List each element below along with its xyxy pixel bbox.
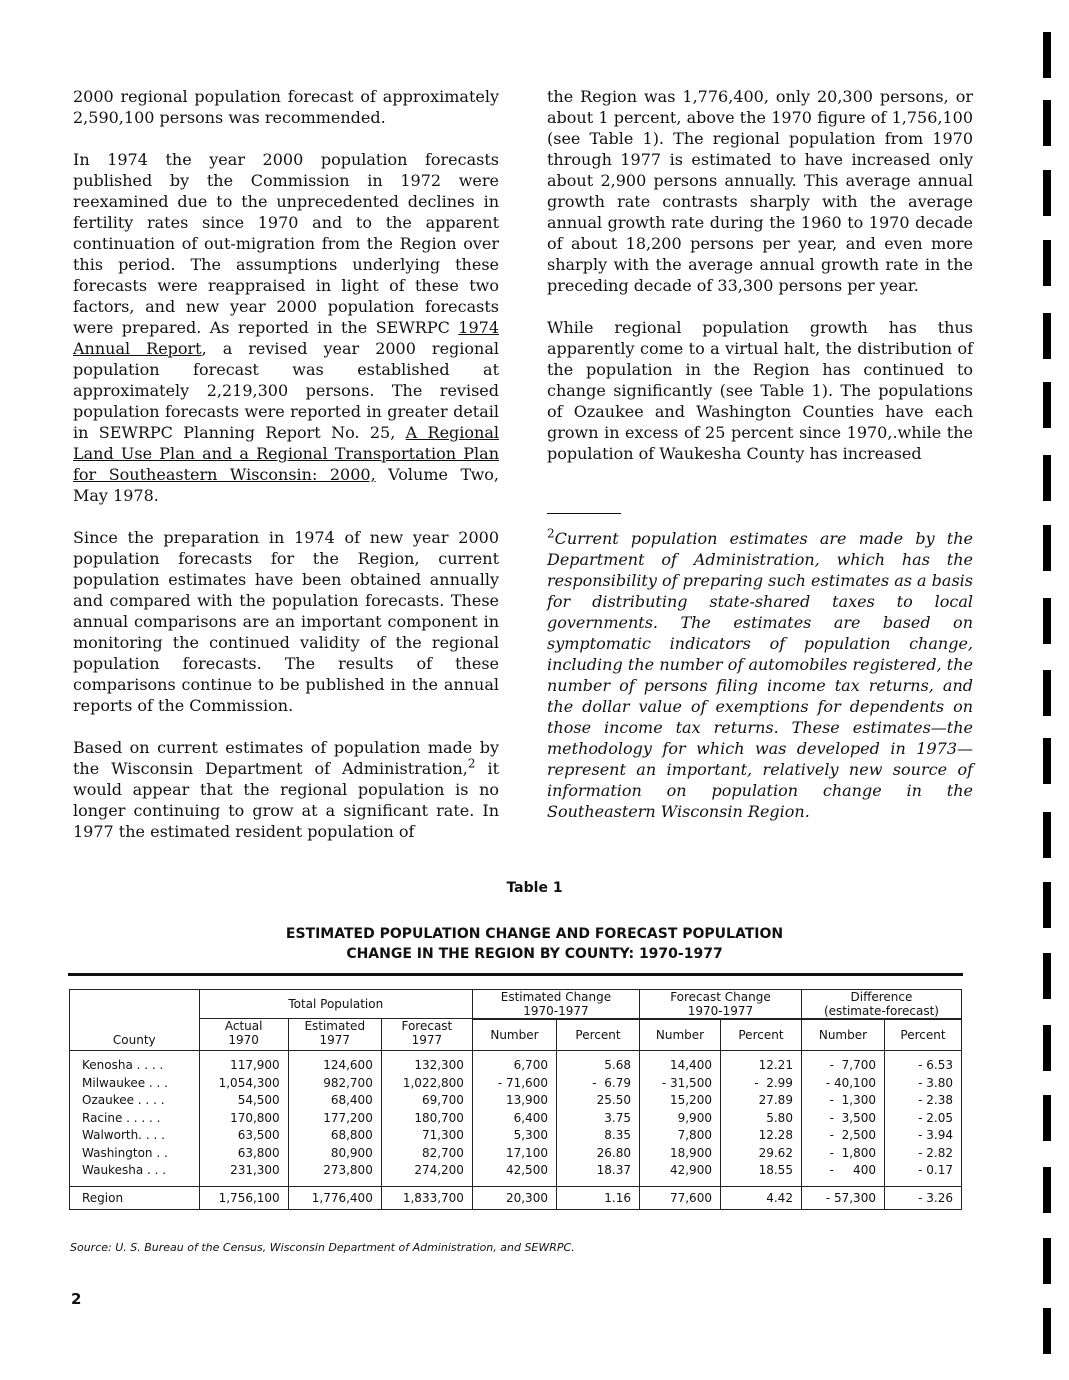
table-cell: 9,900	[677, 1110, 712, 1125]
binding-mark	[1043, 598, 1051, 644]
paragraph	[73, 149, 499, 506]
binding-mark	[1043, 32, 1051, 78]
table-cell: 18.55	[758, 1163, 793, 1177]
column-estimated	[288, 1051, 381, 1187]
footnote-divider	[547, 513, 621, 514]
binding-mark	[1043, 170, 1051, 216]
table-cell: Milwaukee . . .	[82, 1075, 168, 1090]
table-cell: Ozaukee . . . .	[82, 1093, 165, 1107]
table-cell: 82,700	[421, 1145, 464, 1160]
column-fc-percent	[720, 1051, 801, 1187]
table-cell: - 40,100	[825, 1075, 876, 1090]
header-year: 1970	[228, 1033, 259, 1047]
table-cell: - 2,500	[829, 1128, 876, 1142]
header-estimated	[288, 1019, 381, 1051]
population-table	[69, 989, 962, 1210]
table-cell: - 400	[829, 1163, 876, 1177]
header-fc-percent: Percent	[720, 1020, 801, 1051]
table-cell: 117,900	[230, 1058, 280, 1072]
table-source: Source: U. S. Bureau of the Census, Wisconsin Department of Administration, and SEWRPC.	[70, 1241, 575, 1254]
table-top-rule	[68, 973, 963, 976]
table-cell: 29.62	[758, 1145, 793, 1160]
paragraph: Since the preparation in 1974 of new year 2000 population forecasts for the Region, current population estimates have been obtained annually and compared with the population forecasts. These annual comparisons are an important component in monitoring the continued validity of the regional population forecasts. The results of these comparisons continue to be published in the annual reports of the Commission.	[73, 528, 499, 715]
header-county: County	[70, 990, 200, 1051]
paragraph: 2000 regional population forecast of approximately 2,590,100 persons was recommended.	[73, 87, 499, 127]
right-column	[547, 86, 973, 843]
header-diff-number: Number	[801, 1020, 884, 1051]
table-cell: 71,300	[421, 1128, 464, 1142]
header-estimated-change	[472, 990, 639, 1019]
footnote	[547, 528, 973, 822]
binding-mark	[1043, 738, 1051, 784]
table-cell: - 2.99	[754, 1075, 793, 1090]
table-cell: 5.80	[766, 1110, 793, 1125]
binding-mark	[1043, 240, 1051, 286]
header-fc-number: Number	[639, 1020, 720, 1051]
table-cell: Kenosha . . . .	[82, 1058, 164, 1072]
table-cell: - 6.53	[918, 1058, 953, 1072]
column-fc-number	[639, 1051, 720, 1187]
footnote-number: 2	[547, 526, 555, 541]
table-cell: 124,600	[323, 1058, 373, 1072]
header-forecast	[381, 1019, 472, 1051]
header-text: Difference	[850, 990, 913, 1004]
column-diff-percent	[884, 1051, 961, 1187]
table-cell: - 3.80	[918, 1075, 953, 1090]
binding-mark	[1043, 100, 1051, 146]
table-cell: - 6.79	[592, 1075, 631, 1090]
header-years: 1970-1977	[687, 1004, 754, 1018]
table-cell: 1,054,300	[218, 1075, 280, 1090]
table-cell: - 7,700	[829, 1058, 876, 1072]
table-cell: 68,400	[330, 1093, 373, 1107]
binding-mark	[1043, 812, 1051, 858]
binding-mark	[1043, 1167, 1051, 1213]
header-est-percent: Percent	[556, 1020, 639, 1051]
table-cell: 14,400	[669, 1058, 712, 1072]
binding-mark	[1043, 382, 1051, 428]
plan-title: A Regional Land Use Plan and a Regional Transportation Plan for Southeastern Wisconsin: 2000,	[73, 423, 500, 484]
table-title	[0, 924, 1069, 964]
table-cell: 6,400	[513, 1110, 548, 1125]
table-cell: 13,900	[505, 1093, 548, 1107]
table-cell: 68,800	[330, 1128, 373, 1142]
table-cell: 273,800	[323, 1163, 373, 1177]
binding-mark	[1043, 455, 1051, 501]
table-cell: 69,700	[421, 1093, 464, 1107]
region-fc-number: 77,600	[639, 1186, 720, 1209]
table-cell: 63,800	[237, 1145, 280, 1160]
region-diff-percent: - 3.26	[884, 1186, 961, 1209]
region-est-number: 20,300	[472, 1186, 556, 1209]
table-cell: 5.68	[604, 1058, 631, 1072]
binding-mark	[1043, 1095, 1051, 1141]
table-cell: - 2.05	[918, 1110, 953, 1125]
table-cell: - 3,500	[829, 1110, 876, 1125]
table-cell: - 2.82	[918, 1145, 953, 1160]
header-year: 1977	[411, 1033, 443, 1047]
table-cell: Washington . .	[82, 1145, 168, 1160]
region-fc-percent: 4.42	[720, 1186, 801, 1209]
region-est-percent: 1.16	[556, 1186, 639, 1209]
header-year: 1977	[319, 1033, 351, 1047]
table-cell: - 2.38	[918, 1093, 953, 1107]
table-cell: Walworth. . . .	[82, 1128, 165, 1142]
table-cell: - 1,800	[829, 1145, 876, 1160]
table-cell: 180,700	[414, 1110, 464, 1125]
left-column	[73, 86, 499, 863]
header-subtext: (estimate-forecast)	[823, 1004, 939, 1018]
binding-mark	[1043, 670, 1051, 716]
table-cell: 80,900	[330, 1145, 373, 1160]
header-diff-percent: Percent	[884, 1020, 961, 1051]
table-cell: - 0.17	[918, 1163, 953, 1177]
table-cell: Racine . . . . .	[82, 1110, 161, 1125]
table-label: Table 1	[506, 880, 563, 896]
table-cell: 982,700	[323, 1075, 373, 1090]
region-forecast: 1,833,700	[381, 1186, 472, 1209]
table-cell: 132,300	[414, 1058, 464, 1072]
table-cell: 8.35	[604, 1128, 631, 1142]
table-cell: 27.89	[758, 1093, 793, 1107]
table-cell: 274,200	[414, 1163, 464, 1177]
table-cell: 42,500	[505, 1163, 548, 1177]
table-cell: 42,900	[669, 1163, 712, 1177]
table-cell: 5,300	[513, 1128, 548, 1142]
header-actual	[199, 1019, 288, 1051]
column-est-number	[472, 1051, 556, 1187]
header-text: Estimated	[304, 1019, 366, 1033]
table-cell: 1,022,800	[402, 1075, 464, 1090]
page-number: 2	[71, 1290, 82, 1308]
table-cell: 12.21	[758, 1058, 793, 1072]
table-cell: 7,800	[677, 1128, 712, 1142]
header-years: 1970-1977	[523, 1004, 589, 1018]
header-text: Estimated Change	[500, 990, 612, 1004]
text: it would appear that the regional population is no longer continuing to grow at a significant rate. In 1977 the estimated resident population of	[73, 759, 499, 841]
column-actual	[199, 1051, 288, 1187]
binding-mark	[1043, 1238, 1051, 1284]
header-est-number: Number	[472, 1020, 556, 1051]
binding-mark	[1043, 525, 1051, 571]
header-text: Forecast Change	[670, 990, 771, 1004]
table-cell: 3.75	[604, 1110, 631, 1125]
table-cell: 18,900	[669, 1145, 712, 1160]
paragraph	[73, 737, 499, 842]
table-cell: Waukesha . . .	[82, 1163, 167, 1177]
table-cell: 25.50	[596, 1093, 631, 1107]
table-cell: - 3.94	[918, 1128, 953, 1142]
text: , a revised year 2000 regional population forecast was established at approximately 2,219,300 persons. The revised population forecasts were reported in greater detail in SEWRPC Planning Report No. 25,	[73, 339, 499, 442]
table-title-line: ESTIMATED POPULATION CHANGE AND FORECAST POPULATION	[285, 926, 784, 942]
text: Based on current estimates of population made by the Wisconsin Department of Administration,	[73, 738, 499, 778]
table-cell: 6,700	[513, 1058, 548, 1072]
binding-marks	[1043, 0, 1057, 1380]
column-est-percent	[556, 1051, 639, 1187]
region-diff-number: - 57,300	[801, 1186, 884, 1209]
table-cell: 177,200	[323, 1110, 373, 1125]
paragraph: the Region was 1,776,400, only 20,300 persons, or about 1 percent, above the 1970 figure of 1,756,100 (see Table 1). The regional population from 1970 through 1977 is estimated to have increased only about 2,900 persons annually. This average annual growth rate contrasts sharply with the average annual growth rate during the 1960 to 1970 decade of about 18,200 persons per year, and even more sharply with the average annual growth rate in the preceding decade of 33,300 persons per year.	[547, 87, 973, 295]
table-cell: 15,200	[669, 1093, 712, 1107]
paragraph: While regional population growth has thus apparently come to a virtual halt, the distribution of the population in the Region has continued to change significantly (see Table 1). The populations of Ozaukee and Washington Counties have each grown in excess of 25 percent since 1970,.while the population of Waukesha County has increased	[547, 318, 973, 463]
region-label: Region	[70, 1186, 200, 1209]
column-forecast	[381, 1051, 472, 1187]
text: In 1974 the year 2000 population forecasts published by the Commission in 1972 were reexamined due to the unprecedented declines in fertility rates since 1970 and to the apparent continuation of out-migration from the Region over this period. The assumptions underlying these forecasts were reappraised in light of these two factors, and new year 2000 population forecasts were prepared. As reported in the SEWRPC	[73, 150, 499, 337]
text: Volume Two, May 1978.	[73, 465, 499, 505]
table-cell: 17,100	[505, 1145, 548, 1160]
table-cell: 231,300	[230, 1163, 280, 1177]
region-actual: 1,756,100	[199, 1186, 288, 1209]
column-diff-number	[801, 1051, 884, 1187]
table-cell: 54,500	[237, 1093, 280, 1107]
header-forecast-change	[639, 990, 801, 1019]
table-cell: 63,500	[237, 1128, 280, 1142]
table-cell: - 71,600	[497, 1075, 548, 1090]
binding-mark	[1043, 1025, 1051, 1071]
header-difference	[801, 990, 961, 1019]
header-text: Forecast	[401, 1019, 453, 1033]
footnote-text: Current population estimates are made by the Department of Administration, which has the responsibility of preparing such estimates as a basis for distributing state-shared taxes to local governments. The estimates are based on symptomatic indicators of population change, including the number of automobiles registered, the number of persons filing income tax returns, and the dollar value of exemptions for dependents on those income tax returns. These estimates—the methodology for which was developed in 1973—represent an important, relatively new source of information on population change in the Southeastern Wisconsin Region.	[547, 529, 973, 821]
table-title-line: CHANGE IN THE REGION BY COUNTY: 1970-1977	[346, 946, 723, 962]
footnote-reference: 2	[467, 756, 476, 771]
region-estimated: 1,776,400	[288, 1186, 381, 1209]
header-text: Actual	[224, 1019, 263, 1033]
table-cell: 170,800	[230, 1110, 280, 1125]
binding-mark	[1043, 1308, 1051, 1354]
column-county	[70, 1051, 200, 1187]
table-cell: 18.37	[596, 1163, 631, 1177]
table-cell: 26.80	[596, 1145, 631, 1160]
county-rows	[70, 1051, 962, 1187]
binding-mark	[1043, 313, 1051, 359]
table-cell: - 31,500	[661, 1075, 712, 1090]
region-row	[70, 1186, 962, 1209]
report-title: 1974 Annual Report	[73, 318, 499, 358]
header-total-population: Total Population	[199, 990, 472, 1019]
table-cell: - 1,300	[829, 1093, 876, 1107]
table-cell: 12.28	[758, 1128, 793, 1142]
